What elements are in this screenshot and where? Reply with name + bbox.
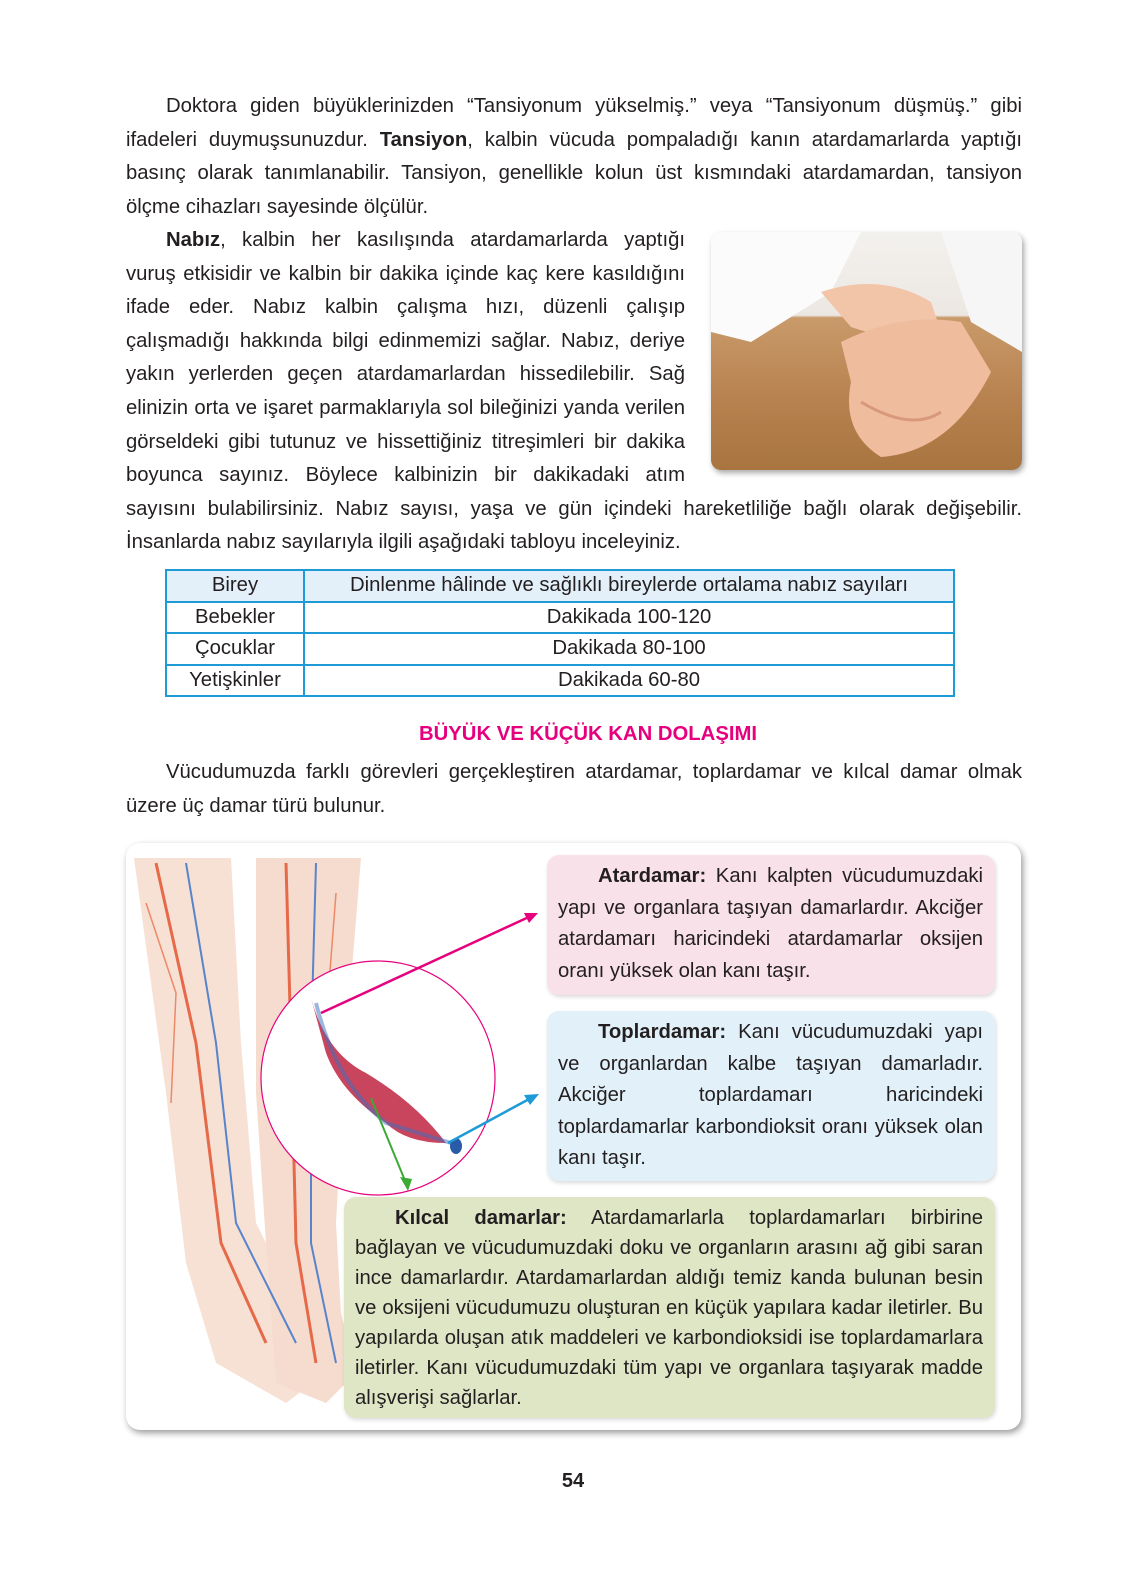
wrist-pulse-illustration	[711, 232, 1022, 470]
term-vein: Toplardamar:	[598, 1021, 727, 1043]
text: Vücudumuzda farklı görevleri gerçekleştiren atardamar, toplardamar ve kılcal damar olmak üzere üç damar türü bulunur.	[126, 761, 1022, 817]
term-capillary: Kılcal damarlar:	[395, 1207, 567, 1229]
capillary-info-box	[344, 1197, 995, 1418]
page-number: 54	[561, 1470, 585, 1492]
table-row	[166, 602, 954, 634]
term-tansiyon: Tansiyon	[379, 128, 468, 151]
text: Kanı kalpten vücudumuzdaki yapı ve organlara taşıyan damarlardır. Akciğer atardamarı haricindeki atardamarlar oksijen oranı yüksek olan kanı taşır.	[558, 865, 983, 982]
vein-info-box	[547, 1011, 995, 1181]
term-artery: Atardamar:	[598, 865, 707, 887]
section-heading: BÜYÜK VE KÜÇÜK KAN DOLAŞIMI	[418, 723, 758, 745]
cell: Dakikada 100-120	[304, 602, 954, 634]
cell: Bebekler	[166, 602, 304, 634]
paragraph-tansiyon	[126, 90, 1022, 224]
text: , kalbin her kasılışında atardamarlarda yaptığı vuruş etkisidir ve kalbin bir dakika içinde kaç kere kasıldığını ifade eder. Nabız kalbin çalışma hızı, düzenli çalışıp çalışmadığı hakkında bilgi edinmemizi sağlar. Nabız, deriye yakın yerlerden geçen atardamarlardan hissedilebilir. Sağ elinizin orta ve işaret parmaklarıyla sol bileğinizi yanda verilen görseldeki gibi tutunuz ve hissettiğiniz titreşimleri bir dakika boyunca sayınız. Böylece kalbinizin bir dakikadaki atım sayısını bulabilirsiniz. Nabız sayısı, yaşa ve gün içindeki hareketliliğe bağlı olarak değişebilir. İnsanlarda nabız sayılarıyla ilgili aşağıdaki tabloyu inceleyiniz.	[126, 229, 1022, 554]
pulse-table	[165, 569, 955, 697]
paragraph-vessels	[126, 756, 1022, 823]
artery-info-box	[547, 855, 995, 995]
paragraph-nabiz	[126, 224, 1022, 560]
pulse-photo	[711, 232, 1022, 470]
table-header-row	[166, 570, 954, 602]
table-row	[166, 665, 954, 697]
header-cell: Dinlenme hâlinde ve sağlıklı bireylerde ortalama nabız sayıları	[304, 570, 954, 602]
cell: Yetişkinler	[166, 665, 304, 697]
text: Doktora giden büyüklerinizden “Tansiyonum yükselmiş.” veya “Tansiyonum düşmüş.” gibi ifadeleri duymuşsunuzdur.	[126, 95, 1022, 151]
header-cell: Birey	[166, 570, 304, 602]
text: Kanı vücudumuzdaki yapı ve organlardan kalbe taşıyan damarladır. Akciğer toplardamarı haricindeki toplardamarlar karbondioksit oranı yüksek olan kanı taşır.	[558, 1021, 983, 1169]
cell: Dakikada 60-80	[304, 665, 954, 697]
text: , kalbin vücuda pompaladığı kanın atardamarlarda yaptığı basınç olarak tanımlanabilir. Tansiyon, genellikle kolun üst kısmındaki atardamardan, tansiyon ölçme cihazları sayesinde ölçülür.	[126, 128, 1022, 218]
table-row	[166, 633, 954, 665]
cell: Dakikada 80-100	[304, 633, 954, 665]
text: Atardamarlarla toplardamarları birbirine bağlayan ve vücudumuzdaki doku ve organların arasını ağ gibi saran ince damarlardır. Atardamarlardan aldığı temiz kanda bulunan besin ve oksijeni vücudumuzu oluşturan en küçük yapılara kadar iletirler. Bu yapılarda oluşan atık maddeleri ve karbondioksidi ise toplardamarlara iletirler. Kanı vücudumuzdaki tüm yapı ve organlara taşıyarak madde alışverişi sağlarlar.	[355, 1207, 984, 1409]
cell: Çocuklar	[166, 633, 304, 665]
term-nabiz: Nabız	[166, 229, 221, 251]
